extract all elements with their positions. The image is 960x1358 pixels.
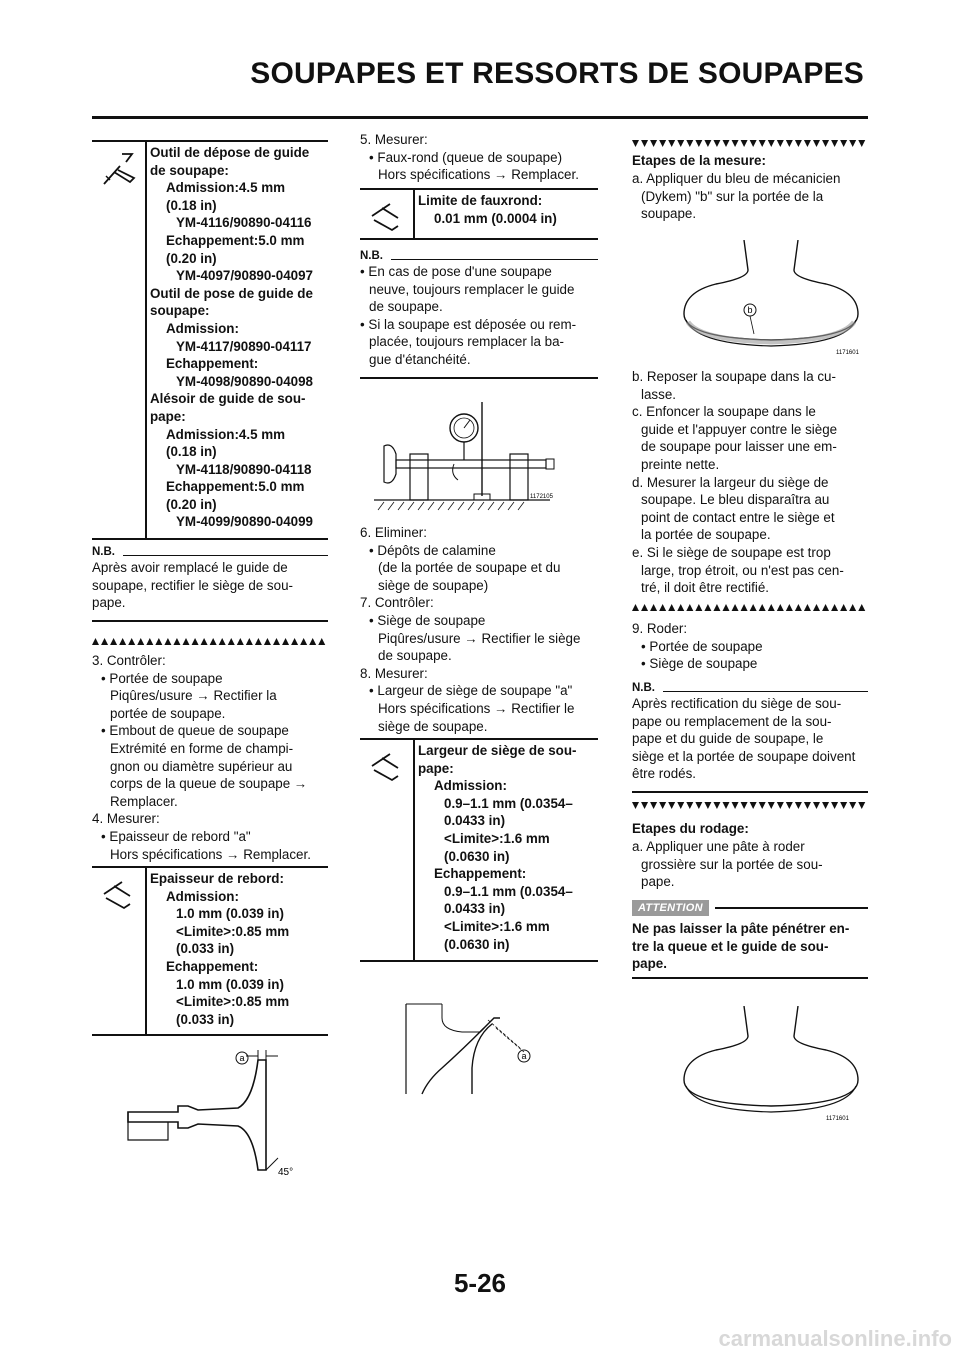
step-9 — [632, 620, 872, 673]
divider-triangle — [732, 802, 739, 809]
spec-wrench-icon — [368, 196, 406, 236]
text-line: a. Appliquer une pâte à roder — [632, 839, 805, 854]
fig-code: 1171601 — [826, 1116, 849, 1122]
text-line: Ne pas laisser la pâte pénétrer en- — [632, 921, 850, 936]
text-line: de soupape. — [369, 299, 443, 315]
divider-triangle — [101, 638, 108, 645]
divider-triangle — [650, 140, 657, 147]
wrench-tool-icon — [100, 148, 138, 188]
text-line: gue d'étanchéité. — [369, 351, 471, 367]
divider-triangle — [831, 604, 838, 611]
text-line: 0.0433 in) — [444, 901, 506, 917]
fig-code: 1172105 — [530, 494, 553, 500]
text-line: YM-4116/90890-04116 — [176, 215, 312, 231]
text-line: guide et l'appuyer contre le siège — [641, 421, 838, 437]
text-line: lasse. — [641, 386, 676, 402]
text-line: Epaisseur de rebord: — [150, 871, 284, 886]
divider-triangle — [732, 140, 739, 147]
page-title: SOUPAPES ET RESSORTS DE SOUPAPES — [250, 57, 864, 90]
divider-triangle — [92, 638, 99, 645]
divider-triangle — [632, 604, 639, 611]
divider-triangle — [668, 802, 675, 809]
text-line: 3. Contrôler: — [92, 653, 166, 668]
text-line: c. Enfoncer la soupape dans le — [632, 404, 816, 420]
divider-triangle — [228, 638, 235, 645]
text-line: YM-4118/90890-04118 — [176, 461, 312, 477]
divider-triangle — [723, 140, 730, 147]
divider-triangle — [813, 140, 820, 147]
divider-triangle — [641, 140, 648, 147]
text-line: Hors spécifications → Remplacer. — [378, 167, 579, 183]
text-line: 7. Contrôler: — [360, 595, 434, 611]
divider-triangle — [659, 802, 666, 809]
text-line: siège de soupape. — [378, 718, 488, 734]
start-triangle-divider — [632, 802, 868, 810]
divider-triangle — [759, 140, 766, 147]
text-line: e. Si le siège de soupape est trop — [632, 544, 831, 560]
divider-triangle — [750, 604, 757, 611]
attention-end-rule — [632, 977, 868, 979]
text-line: <Limite>:1.6 mm — [444, 830, 550, 846]
text-line: • Siège de soupape — [369, 612, 486, 628]
text-line: 0.0433 in) — [444, 813, 506, 829]
divider-triangle — [201, 638, 208, 645]
steps-6-8 — [360, 524, 600, 735]
fig-label-b: b — [747, 305, 753, 315]
divider-triangle — [858, 140, 865, 147]
text-line: Echappement:5.0 mm — [166, 232, 305, 248]
step-5 — [360, 131, 600, 184]
divider-triangle — [858, 802, 865, 809]
spec-wrench-icon — [100, 874, 138, 914]
text-line: 5. Mesurer: — [360, 132, 428, 147]
runout-spec-box — [360, 188, 598, 240]
text-line: neuve, toujours remplacer le guide — [369, 281, 575, 297]
text-line: b. Reposer la soupape dans la cu- — [632, 369, 836, 384]
divider-triangle — [795, 140, 802, 147]
text-line: 4. Mesurer: — [92, 811, 160, 827]
text-line: (0.0630 in) — [444, 848, 510, 864]
text-line: Extrémité en forme de champi- — [110, 740, 294, 756]
text-line: de soupape. — [378, 648, 452, 664]
text-line: • Portée de soupape — [641, 638, 763, 654]
nb-note-1 — [92, 546, 328, 622]
attention-text — [632, 920, 872, 973]
divider-triangle — [840, 140, 847, 147]
text-line: Alésoir de guide de sou- — [150, 391, 306, 407]
divider-triangle — [291, 638, 298, 645]
divider-triangle — [822, 140, 829, 147]
divider-triangle — [786, 140, 793, 147]
tools-spec-box — [92, 140, 328, 540]
divider-triangle — [804, 604, 811, 611]
divider-triangle — [786, 802, 793, 809]
divider-triangle — [813, 802, 820, 809]
divider-triangle — [659, 604, 666, 611]
text-line: portée de soupape. — [110, 705, 226, 721]
nb-label: N.B. — [632, 682, 655, 694]
start-triangle-divider — [632, 140, 868, 148]
divider-triangle — [723, 802, 730, 809]
text-line: Outil de dépose de guide — [150, 145, 310, 160]
divider-triangle — [659, 140, 666, 147]
divider-triangle — [704, 802, 711, 809]
text-line: Admission:4.5 mm — [166, 426, 286, 442]
divider-triangle — [695, 140, 702, 147]
text-line: d. Mesurer la largeur du siège de — [632, 474, 829, 490]
seat-width-spec-box — [360, 738, 598, 962]
nb-note-3 — [632, 682, 868, 793]
divider-triangle — [813, 604, 820, 611]
seat-spec-lines — [418, 742, 596, 953]
divider-triangle — [677, 604, 684, 611]
divider-triangle — [795, 604, 802, 611]
divider-triangle — [759, 604, 766, 611]
divider-triangle — [713, 802, 720, 809]
nb-label: N.B. — [360, 250, 383, 262]
text-line: (0.20 in) — [166, 250, 217, 266]
divider-triangle — [300, 638, 307, 645]
text-line: Admission: — [434, 778, 507, 794]
text-line: • En cas de pose d'une soupape — [360, 264, 552, 279]
runout-spec-lines — [418, 192, 596, 227]
divider-triangle — [686, 604, 693, 611]
text-line: Hors spécifications → Remplacer. — [110, 846, 311, 862]
text-line: YM-4098/90890-04098 — [176, 373, 313, 389]
rim-spec-lines — [150, 870, 326, 1028]
text-line: (0.033 in) — [176, 941, 235, 957]
text-line: • Siège de soupape — [641, 656, 758, 672]
text-line: • Portée de soupape — [101, 670, 223, 686]
divider-triangle — [750, 140, 757, 147]
attention-banner — [632, 900, 868, 916]
divider-triangle — [777, 604, 784, 611]
divider-triangle — [110, 638, 117, 645]
text-line: a. Appliquer du bleu de mécanicien — [632, 171, 841, 186]
divider-triangle — [273, 638, 280, 645]
text-line: • Si la soupape est déposée ou rem- — [360, 316, 577, 332]
text-line: tré, il doit être rectifié. — [641, 580, 770, 596]
divider-triangle — [759, 802, 766, 809]
text-line: 1.0 mm (0.039 in) — [176, 976, 284, 992]
divider-triangle — [128, 638, 135, 645]
divider-triangle — [849, 140, 856, 147]
text-line: tre la queue et le guide de sou- — [632, 938, 829, 954]
text-line: pape. — [641, 874, 675, 890]
divider-triangle — [840, 604, 847, 611]
divider-triangle — [146, 638, 153, 645]
text-line: grossière sur la portée de sou- — [641, 856, 823, 872]
text-line: 9. Roder: — [632, 621, 688, 636]
start-triangle-divider — [92, 638, 328, 646]
divider-triangle — [768, 802, 775, 809]
divider-triangle — [668, 140, 675, 147]
text-line: YM-4117/90890-04117 — [176, 338, 312, 354]
text-line: Echappement: — [166, 356, 259, 372]
watermark: carmanualsonline.info — [718, 1326, 952, 1351]
end-triangle-divider — [632, 604, 868, 612]
divider-triangle — [822, 604, 829, 611]
text-line: • Epaisseur de rebord "a" — [101, 828, 251, 844]
divider-triangle — [677, 140, 684, 147]
divider-triangle — [650, 802, 657, 809]
nb-lines — [360, 263, 598, 369]
text-line: Admission:4.5 mm — [166, 180, 286, 196]
text-line: siège et la portée de soupape doivent — [632, 748, 856, 764]
divider-triangle — [768, 140, 775, 147]
text-line: de soupape: — [150, 162, 229, 178]
divider-triangle — [831, 802, 838, 809]
text-line: <Limite>:0.85 mm — [176, 923, 290, 939]
text-line: soupape: — [150, 303, 210, 319]
spec-wrench-icon — [368, 746, 406, 786]
header-rule — [92, 116, 868, 119]
divider-triangle — [849, 802, 856, 809]
divider-triangle — [264, 638, 271, 645]
rim-thickness-spec-box — [92, 866, 328, 1036]
text-line: pape: — [418, 760, 454, 776]
divider-triangle — [741, 604, 748, 611]
text-line: Admission: — [166, 888, 239, 904]
text-line: Piqûres/usure → Rectifier le siège — [378, 630, 581, 646]
divider-triangle — [795, 802, 802, 809]
text-line: être rodés. — [632, 766, 697, 782]
fig-label-a: a — [521, 1051, 527, 1061]
divider-triangle — [777, 802, 784, 809]
lapping-step-a — [632, 838, 872, 891]
text-line: • Faux-rond (queue de soupape) — [369, 149, 563, 165]
divider-triangle — [704, 604, 711, 611]
text-line: (Dykem) "b" sur la portée de la — [641, 188, 824, 204]
text-line: Echappement:5.0 mm — [166, 479, 305, 495]
divider-triangle — [219, 638, 226, 645]
valve-head-figure — [118, 1050, 318, 1180]
divider-triangle — [632, 140, 639, 147]
divider-triangle — [768, 604, 775, 611]
divider-triangle — [119, 638, 126, 645]
text-line: point de contact entre le siège et — [641, 509, 835, 525]
text-line: Echappement: — [434, 866, 527, 882]
text-line: Remplacer. — [110, 793, 178, 809]
text-line: 6. Eliminer: — [360, 525, 427, 540]
divider-triangle — [650, 604, 657, 611]
text-line: 8. Mesurer: — [360, 665, 428, 681]
divider-triangle — [804, 140, 811, 147]
divider-triangle — [255, 638, 262, 645]
divider-triangle — [704, 140, 711, 147]
text-line: YM-4099/90890-04099 — [176, 514, 313, 530]
text-line: gnon ou diamètre supérieur au — [110, 758, 293, 774]
divider-triangle — [282, 638, 289, 645]
text-line: (0.18 in) — [166, 444, 217, 460]
nb-lines — [632, 695, 868, 783]
text-line: 0.9–1.1 mm (0.0354– — [444, 795, 573, 811]
tools-spec-lines — [150, 144, 326, 531]
divider-triangle — [840, 802, 847, 809]
text-line: (0.033 in) — [176, 1011, 235, 1027]
text-line: YM-4097/90890-04097 — [176, 268, 313, 284]
text-line: soupape. — [641, 206, 697, 222]
text-line: la portée de soupape. — [641, 527, 771, 543]
divider-triangle — [695, 604, 702, 611]
divider-triangle — [858, 604, 865, 611]
text-line: (0.18 in) — [166, 197, 217, 213]
divider-triangle — [849, 604, 856, 611]
divider-triangle — [192, 638, 199, 645]
divider-triangle — [741, 802, 748, 809]
text-line: Echappement: — [166, 958, 259, 974]
divider-triangle — [831, 140, 838, 147]
text-line: soupape. Le bleu disparaîtra au — [641, 492, 830, 508]
divider-triangle — [786, 604, 793, 611]
divider-triangle — [713, 140, 720, 147]
text-line: pape. — [92, 595, 126, 611]
divider-triangle — [777, 140, 784, 147]
nb-lines — [92, 559, 328, 612]
text-line: • Dépôts de calamine — [369, 542, 496, 558]
divider-triangle — [137, 638, 144, 645]
text-line: siège de soupape) — [378, 577, 489, 593]
divider-triangle — [732, 604, 739, 611]
text-line: placée, toujours remplacer la ba- — [369, 334, 565, 350]
fig-code: 1171601 — [836, 350, 859, 356]
text-line: <Limite>:0.85 mm — [176, 994, 290, 1010]
attention-badge: ATTENTION — [632, 900, 709, 916]
valve-seat-figure — [402, 998, 552, 1098]
text-line: Limite de fauxrond: — [418, 193, 543, 208]
fig-label-a: a — [239, 1053, 245, 1063]
nb-note-2 — [360, 250, 598, 379]
text-line: Piqûres/usure → Rectifier la — [110, 688, 277, 704]
text-line: preinte nette. — [641, 456, 720, 472]
divider-triangle — [309, 638, 316, 645]
divider-triangle — [246, 638, 253, 645]
divider-triangle — [164, 638, 171, 645]
divider-triangle — [183, 638, 190, 645]
page-number: 5-26 — [453, 1268, 507, 1298]
text-line: • Largeur de siège de soupape "a" — [369, 683, 573, 699]
lapping-heading: Etapes du rodage: — [632, 821, 749, 836]
text-line: (de la portée de soupape et du — [378, 560, 561, 576]
divider-triangle — [632, 802, 639, 809]
text-line: 1.0 mm (0.039 in) — [176, 906, 284, 922]
divider-triangle — [173, 638, 180, 645]
divider-triangle — [686, 802, 693, 809]
text-line: soupape, rectifier le siège de sou- — [92, 577, 293, 593]
nb-label: N.B. — [92, 546, 115, 558]
runout-dial-gauge-figure — [370, 398, 560, 513]
text-line: Après rectification du siège de sou- — [632, 696, 842, 711]
text-line: <Limite>:1.6 mm — [444, 918, 550, 934]
measure-step-a — [632, 170, 872, 223]
text-line: pape. — [632, 956, 667, 972]
divider-triangle — [641, 802, 648, 809]
divider-triangle — [155, 638, 162, 645]
divider-triangle — [318, 638, 325, 645]
text-line: (0.0630 in) — [444, 936, 510, 952]
text-line: large, trop étroit, ou n'est pas cen- — [641, 562, 844, 578]
divider-triangle — [641, 604, 648, 611]
divider-triangle — [668, 604, 675, 611]
text-line: Après avoir remplacé le guide de — [92, 560, 288, 575]
text-line: 0.01 mm (0.0004 in) — [434, 210, 557, 226]
valve-face-figure — [676, 1006, 866, 1124]
divider-triangle — [822, 802, 829, 809]
text-line: corps de la queue de soupape → — [110, 776, 308, 792]
divider-triangle — [210, 638, 217, 645]
divider-triangle — [741, 140, 748, 147]
divider-triangle — [713, 604, 720, 611]
divider-triangle — [695, 802, 702, 809]
valve-face-blue-figure — [676, 240, 866, 358]
text-line: Outil de pose de guide de — [150, 285, 313, 301]
divider-triangle — [750, 802, 757, 809]
text-line: de soupape pour laisser une em- — [641, 439, 837, 455]
measure-heading: Etapes de la mesure: — [632, 153, 766, 168]
text-line: pape ou remplacement de la sou- — [632, 713, 832, 729]
text-line: pape et du guide de soupape, le — [632, 731, 824, 747]
divider-triangle — [677, 802, 684, 809]
text-line: Hors spécifications → Rectifier le — [378, 700, 575, 716]
divider-triangle — [237, 638, 244, 645]
fig-angle-label: 45° — [278, 1167, 294, 1178]
text-line: pape: — [150, 408, 186, 424]
measure-steps-b-e — [632, 368, 872, 597]
text-line: 0.9–1.1 mm (0.0354– — [444, 883, 573, 899]
text-line: (0.20 in) — [166, 496, 217, 512]
text-line: Largeur de siège de sou- — [418, 743, 577, 758]
text-line: • Embout de queue de soupape — [101, 723, 289, 739]
divider-triangle — [723, 604, 730, 611]
steps-3-4 — [92, 652, 332, 863]
text-line: Admission: — [166, 320, 239, 336]
divider-triangle — [804, 802, 811, 809]
divider-triangle — [686, 140, 693, 147]
